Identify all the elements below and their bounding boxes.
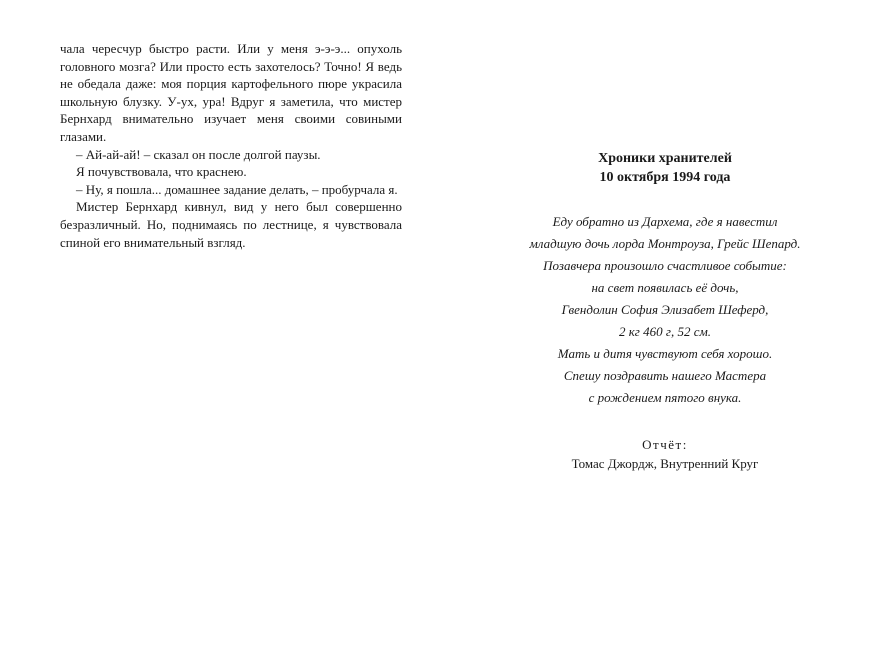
chronicle-title: Хроники хранителей (598, 151, 732, 166)
left-paragraph: Я почувствовала, что краснею. (76, 164, 247, 180)
chronicle-date: 10 октября 1994 года (599, 170, 731, 185)
chronicle-line: Спешу поздравить нашего Мастера (563, 368, 767, 383)
chronicle-entry (458, 211, 872, 409)
right-page (458, 149, 872, 473)
chronicle-line: на свет появилась её дочь, (591, 280, 739, 295)
chronicle-heading (458, 149, 872, 187)
report-author: Томас Джордж, Внутренний Круг (571, 456, 759, 471)
chronicle-line: младшую дочь лорда Монтроуза, Грейс Шепард. (529, 236, 801, 251)
chronicle-line: 2 кг 460 г, 52 см. (618, 324, 712, 339)
left-paragraph: – Ну, я пошла... домашнее задание делать, – пробурчала я. (76, 181, 398, 197)
chronicle-line: Мать и дитя чувствуют себя хорошо. (557, 346, 773, 361)
report-signature (458, 435, 872, 473)
left-paragraph: Мистер Бернхард кивнул, вид у него был совершенно безразличный. Но, поднимаясь по лестнице, я чувствовала спиной его внимательный взгляд. (60, 199, 402, 250)
report-label: Отчёт: (642, 437, 688, 452)
chronicle-line: Позавчера произошло счастливое событие: (543, 258, 787, 273)
left-page (60, 40, 402, 251)
left-paragraph: чала чересчур быстро расти. Или у меня э-э-э... опухоль головного мозга? Или просто есть захотелось? Точно! Я ведь не обедала даже: моя порция картофельного пюре украсила школьную блузку. У-ух, ура! Вдруг я заметила, что мистер Бернхард внимательно изучает меня своими совиными глазами. (60, 41, 402, 144)
chronicle-line: Гвендолин София Элизабет Шеферд, (561, 302, 769, 317)
chronicle-line: с рождением пятого внука. (588, 390, 742, 405)
chronicle-line: Еду обратно из Дархема, где я навестил (552, 214, 778, 229)
left-paragraph: – Ай-ай-ай! – сказал он после долгой паузы. (76, 146, 321, 162)
